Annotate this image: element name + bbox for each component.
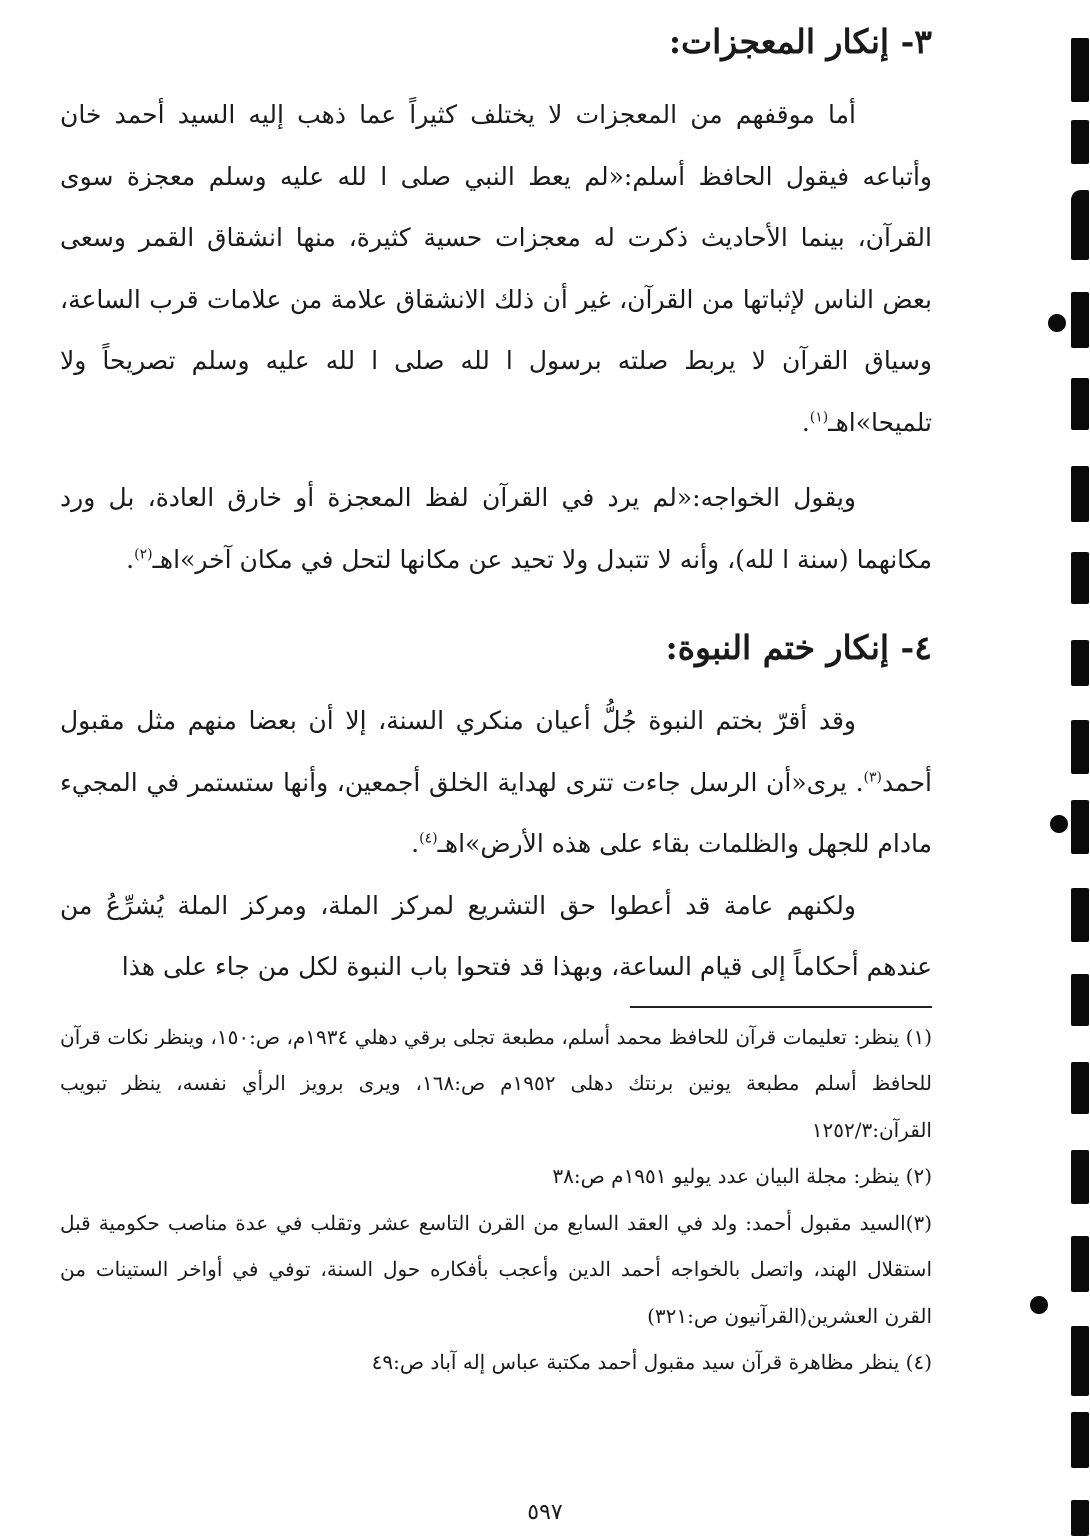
footnote-ref-3[interactable]: (٣) [863, 769, 883, 786]
footnote-1: (١) ينظر: تعليمات قرآن للحافظ محمد أسلم، مطبعة تجلى برقي دهلي ١٩٣٤م، ص:١٥٠، وينظر نكات قرآن للحافظ أسلم مطبعة يونين برنتك دهلى ١٩٥٢م ص:١٦٨، ويرى برويز الرأي نفسه، ينظر تبويب القرآن:١٢٥٢/٣ [60, 1024, 932, 1142]
margin-mark [1071, 720, 1089, 774]
margin-mark [1071, 888, 1089, 942]
margin-dot [1030, 1296, 1048, 1314]
margin-dot [1050, 815, 1068, 833]
page-number: ٥٩٧ [527, 1500, 563, 1525]
section-heading-miracles: ٣- إنكار المعجزات: [668, 22, 932, 61]
margin-mark [1071, 120, 1089, 164]
paragraph-prophecy-1: وقد أقرّ بختم النبوة جُلُّ أعيان منكري السنة، إلا أن بعضا منهم مثل مقبول أحمد$^{(٣)}$. يرى«أن الرسل جاءت تترى لهداية الخلق أجمعين، وأنها ستستمر في المجيء مادام للجهل والظلمات بقاء على هذه الأرض»اهـ$^{(٤)}$. [60, 706, 932, 858]
footnote-separator [630, 1006, 932, 1008]
margin-mark [1071, 1062, 1089, 1114]
section-heading-prophecy: ٤- إنكار ختم النبوة: [665, 628, 932, 667]
margin-mark [1071, 974, 1089, 1026]
margin-mark [1071, 800, 1089, 854]
margin-mark [1071, 1236, 1089, 1292]
paragraph-miracles-2: ويقول الخواجه:«لم يرد في القرآن لفظ المعجزة أو خارق العادة، بل ورد مكانهما (سنة ا لله)، وأنه لا تتبدل ولا تحيد عن مكانها لتحل في مكان آخر»اهـ$^{(٢)}$. [60, 483, 932, 574]
margin-mark [1071, 466, 1089, 522]
paragraph-prophecy-2: ولكنهم عامة قد أعطوا حق التشريع لمركز الملة، ومركز الملة يُشرِّعُ من عندهم أحكاماً إلى قيام الساعة، وبهذا قد فتحوا باب النبوة لكل من جاء على هذا [60, 890, 932, 981]
page-content [60, 10, 932, 1386]
footnote-4: (٤) ينظر مظاهرة قرآن سيد مقبول أحمد مكتبة عباس إله آباد ص:٤٩ [371, 1350, 932, 1374]
margin-mark [1071, 1326, 1089, 1396]
scan-margin-marks [1066, 0, 1090, 1536]
paragraph-miracles-1: أما موقفهم من المعجزات لا يختلف كثيراً عما ذهب إليه السيد أحمد خان وأتباعه فيقول الحافظ أسلم:«لم يعط النبي صلى ا لله عليه وسلم معجزة سوى القرآن، بينما الأحاديث ذكرت له معجزات حسية كثيرة، منها انشقاق القمر وسعى بعض الناس لإثباتها من القرآن، غير أن ذلك الانشقاق علامة من علامات قرب الساعة، وسياق القرآن لا يربط صلته برسول ا لله صلى ا لله عليه وسلم تصريحاً ولا تلميحا»اهـ$^{(١)}$. [60, 100, 932, 437]
footnote-ref-4[interactable]: (٤) [419, 830, 438, 847]
margin-mark [1071, 378, 1089, 430]
margin-mark [1071, 292, 1089, 348]
margin-mark [1071, 552, 1089, 604]
margin-mark [1071, 640, 1089, 686]
margin-mark [1071, 1150, 1089, 1204]
footnote-3: (٣)السيد مقبول أحمد: ولد في العقد السابع من القرن التاسع عشر وتقلب في عدة مناصب حكومية قبل استقلال الهند، واتصل بالخواجه أحمد الدين وأعجب بأفكاره حول السنة، توفي في أواخر الستينات من القرن العشرين(القرآنيون ص:٣٢١) [60, 1210, 933, 1328]
paragraph-text: أما موقفهم من المعجزات لا يختلف كثيراً عما ذهب إليه السيد أحمد خان وأتباعه فيقول الحافظ أسلم:«لم يعط النبي صلى ا لله عليه وسلم معجزة سوى القرآن، بينما الأحاديث ذكرت له معجزات حسية كثيرة، منها انشقاق القمر وسعى بعض الناس لإثباتها من القرآن، غير أن ذلك الانشقاق علامة من علامات قرب الساعة، وسياق القرآن لا يربط صلته برسول ا لله صلى ا لله عليه وسلم تصريحاً ولا تلميحا»اهـ [60, 100, 932, 437]
footnote-ref-1[interactable]: (١) [809, 409, 829, 426]
margin-dot [1048, 314, 1066, 332]
footnote-ref-2[interactable]: (٢) [134, 546, 153, 563]
margin-mark [1071, 1500, 1089, 1536]
margin-mark [1071, 38, 1089, 102]
margin-mark [1071, 190, 1089, 260]
footnote-2: (٢) ينظر: مجلة البيان عدد يوليو ١٩٥١م ص:٣٨ [552, 1164, 932, 1188]
paragraph-text: . يرى«أن الرسل جاءت تترى لهداية الخلق أجمعين، وأنها ستستمر في المجيء مادام للجهل والظلمات بقاء على هذه الأرض»اهـ [60, 767, 932, 858]
paragraph-text: وقد أقرّ بختم النبوة جُلُّ أعيان منكري السنة، إلا أن بعضا منهم مثل مقبول أحمد [60, 706, 932, 797]
paragraph-text: ويقول الخواجه:«لم يرد في القرآن لفظ المعجزة أو خارق العادة، بل ورد مكانهما (سنة ا لله)، وأنه لا تتبدل ولا تحيد عن مكانها لتحل في مكان آخر»اهـ [60, 483, 932, 574]
margin-mark [1071, 1412, 1089, 1468]
